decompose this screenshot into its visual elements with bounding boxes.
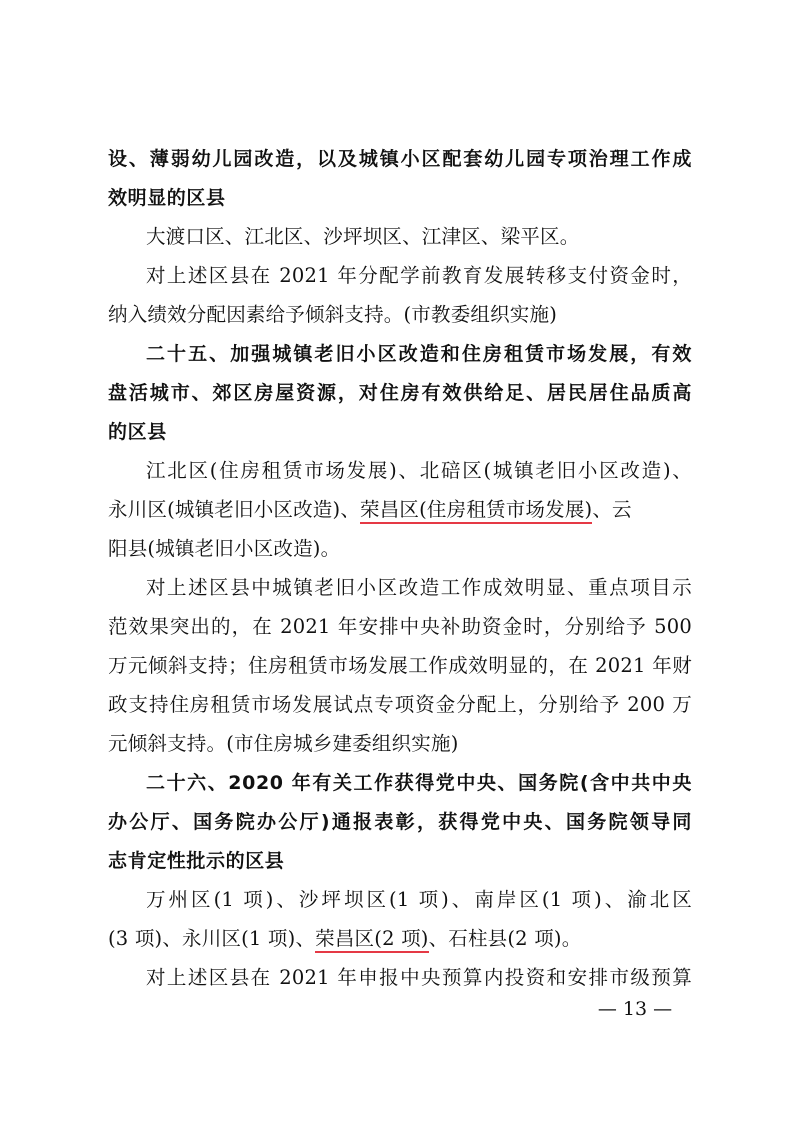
text-segment: 、石柱县(2 项)。 <box>428 927 582 950</box>
paragraph-line: 元倾斜支持。(市住房城乡建委组织实施) <box>108 732 459 755</box>
paragraph-line <box>108 919 692 959</box>
section-heading-line: 志肯定性批示的区县 <box>108 850 285 872</box>
paragraph-line: 对上述区县在 2021 年分配学前教育发展转移支付资金时， <box>146 264 692 287</box>
paragraph-line: 政支持住房租赁市场发展试点专项资金分配上，分别给予 200 万 <box>108 693 692 716</box>
paragraph-line: 效明显的区县 <box>108 187 226 209</box>
paragraph-line: 范效果突出的，在 2021 年安排中央补助资金时，分别给予 500 <box>108 615 692 638</box>
text-segment: 、云 <box>592 498 632 521</box>
paragraph-line: 江北区(住房租赁市场发展)、北碚区(城镇老旧小区改造)、 <box>146 459 692 482</box>
section-heading-line: 办公厅、国务院办公厅)通报表彰，获得党中央、国务院领导同 <box>108 811 692 833</box>
paragraph-line: 万州区(1 项)、沙坪坝区(1 项)、南岸区(1 项)、渝北区 <box>146 888 692 911</box>
red-underlined-text: 荣昌区(住房租赁市场发展) <box>360 498 592 524</box>
section-heading-line: 盘活城市、郊区房屋资源，对住房有效供给足、居民居住品质高 <box>108 382 692 404</box>
page-number: — 13 — <box>597 998 673 1020</box>
paragraph-line: 对上述区县在 2021 年申报中央预算内投资和安排市级预算 <box>146 966 692 989</box>
red-underlined-text: 荣昌区(2 项) <box>315 927 428 953</box>
paragraph-line: 阳县(城镇老旧小区改造)。 <box>108 537 341 560</box>
section-heading-line: 二十六、2020 年有关工作获得党中央、国务院(含中共中央 <box>146 772 692 794</box>
text-segment: (3 项)、永川区(1 项)、 <box>108 927 316 950</box>
section-heading-line: 的区县 <box>108 421 167 443</box>
text-segment: 永川区(城镇老旧小区改造)、 <box>108 498 361 521</box>
paragraph-line <box>108 490 692 530</box>
paragraph-line: 纳入绩效分配因素给予倾斜支持。(市教委组织实施) <box>108 303 558 326</box>
paragraph-line: 设、薄弱幼儿园改造，以及城镇小区配套幼儿园专项治理工作成 <box>108 148 692 170</box>
paragraph-line: 万元倾斜支持；住房租赁市场发展工作成效明显的，在 2021 年财 <box>108 654 692 677</box>
paragraph-line: 大渡口区、江北区、沙坪坝区、江津区、梁平区。 <box>146 225 580 248</box>
section-heading-line: 二十五、加强城镇老旧小区改造和住房租赁市场发展，有效 <box>146 343 692 365</box>
paragraph-line: 对上述区县中城镇老旧小区改造工作成效明显、重点项目示 <box>146 576 692 599</box>
